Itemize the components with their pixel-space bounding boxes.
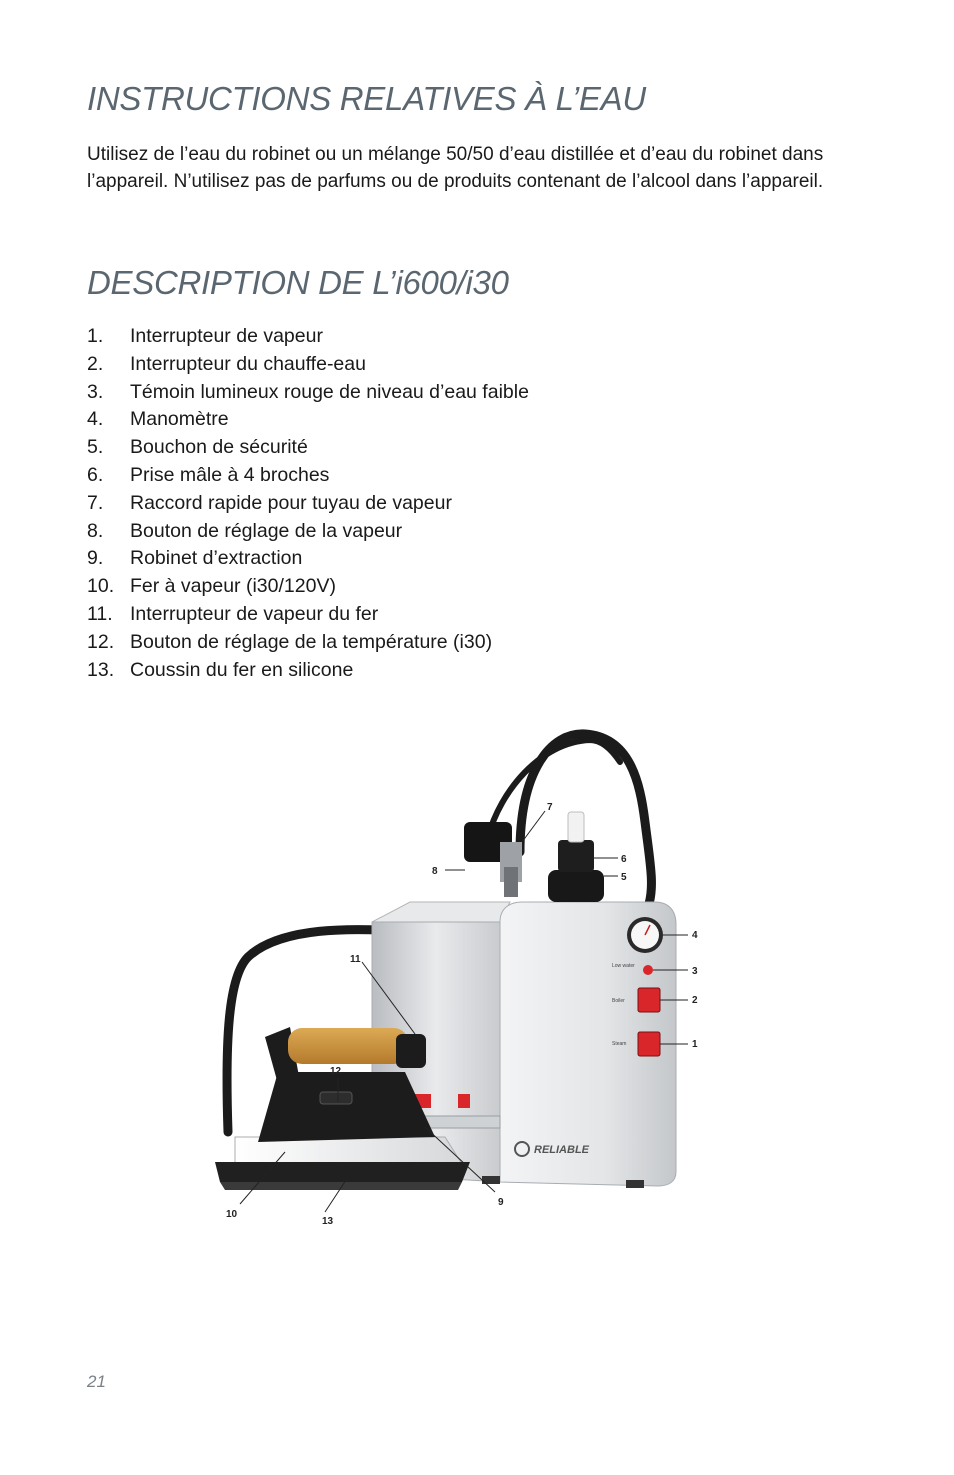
list-item: 3. Témoin lumineux rouge de niveau d’eau faible xyxy=(87,380,529,403)
boiler-label: Boiler xyxy=(612,998,625,1004)
callout-6: 6 xyxy=(621,854,627,865)
drain-tap-valve xyxy=(458,1094,470,1108)
steam-generator-figure xyxy=(200,712,720,1237)
list-item: 8. Bouton de réglage de la vapeur xyxy=(87,519,403,542)
silicone-mat xyxy=(215,1162,470,1182)
iron-cork-handle xyxy=(288,1028,408,1064)
safety-cap xyxy=(548,870,604,902)
temperature-knob xyxy=(320,1092,352,1104)
callout-13: 13 xyxy=(322,1216,334,1227)
quick-connector-stem xyxy=(504,867,518,897)
boiler-foot xyxy=(626,1180,644,1188)
page-number: 21 xyxy=(87,1372,106,1391)
water-instructions-text: Utilisez de l’eau du robinet ou un mélange 50/50 d’eau distillée et d’eau du robinet dans l’appareil. N’utilisez pas de parfums ou de produits contenant de l’alcool dans l’appareil. xyxy=(87,144,824,192)
steam-label: Steam xyxy=(612,1041,627,1047)
list-item: 5. Bouchon de sécurité xyxy=(87,436,308,459)
list-item: 6. Prise mâle à 4 broches xyxy=(87,463,330,486)
safety-cap-top xyxy=(558,840,594,872)
brand-logo-text: RELIABLE xyxy=(534,1144,589,1156)
callout-1: 1 xyxy=(692,1039,698,1050)
list-item: 2. Interrupteur du chauffe-eau xyxy=(87,352,366,375)
steam-generator-illustration xyxy=(200,712,720,1237)
list-item: 10. Fer à vapeur (i30/120V) xyxy=(87,575,336,598)
callout-8: 8 xyxy=(432,866,438,877)
low-water-light xyxy=(643,965,653,975)
silicone-mat-edge xyxy=(220,1182,462,1190)
steam-switch xyxy=(638,1032,660,1056)
callout-12: 12 xyxy=(330,1066,342,1077)
list-item: 4. Manomètre xyxy=(87,408,229,431)
description-title: DESCRIPTION DE L’i600/i30 xyxy=(87,264,509,301)
four-pin-plug xyxy=(568,812,584,842)
list-item: 9. Robinet d’extraction xyxy=(87,547,303,570)
list-item: 11. Interrupteur de vapeur du fer xyxy=(87,602,379,625)
water-instructions-title: INSTRUCTIONS RELATIVES À L’EAU xyxy=(87,80,646,117)
iron-steam-trigger xyxy=(396,1034,426,1068)
boiler-switch xyxy=(638,988,660,1012)
list-item: 13. Coussin du fer en silicone xyxy=(87,658,354,681)
list-item: 7. Raccord rapide pour tuyau de vapeur xyxy=(87,491,452,514)
callout-4: 4 xyxy=(692,930,698,941)
callout-7: 7 xyxy=(547,802,553,813)
callout-3: 3 xyxy=(692,966,698,977)
list-item: 1. Interrupteur de vapeur xyxy=(87,325,323,347)
callout-5: 5 xyxy=(621,872,627,883)
parts-list xyxy=(87,323,529,684)
list-item: 12. Bouton de réglage de la température (i30) xyxy=(87,630,493,653)
callout-9: 9 xyxy=(498,1197,504,1208)
low-water-label: Low water xyxy=(612,963,635,969)
callout-2: 2 xyxy=(692,995,698,1006)
boiler-top xyxy=(372,902,510,922)
callout-10: 10 xyxy=(226,1209,238,1220)
callout-11: 11 xyxy=(350,954,361,965)
